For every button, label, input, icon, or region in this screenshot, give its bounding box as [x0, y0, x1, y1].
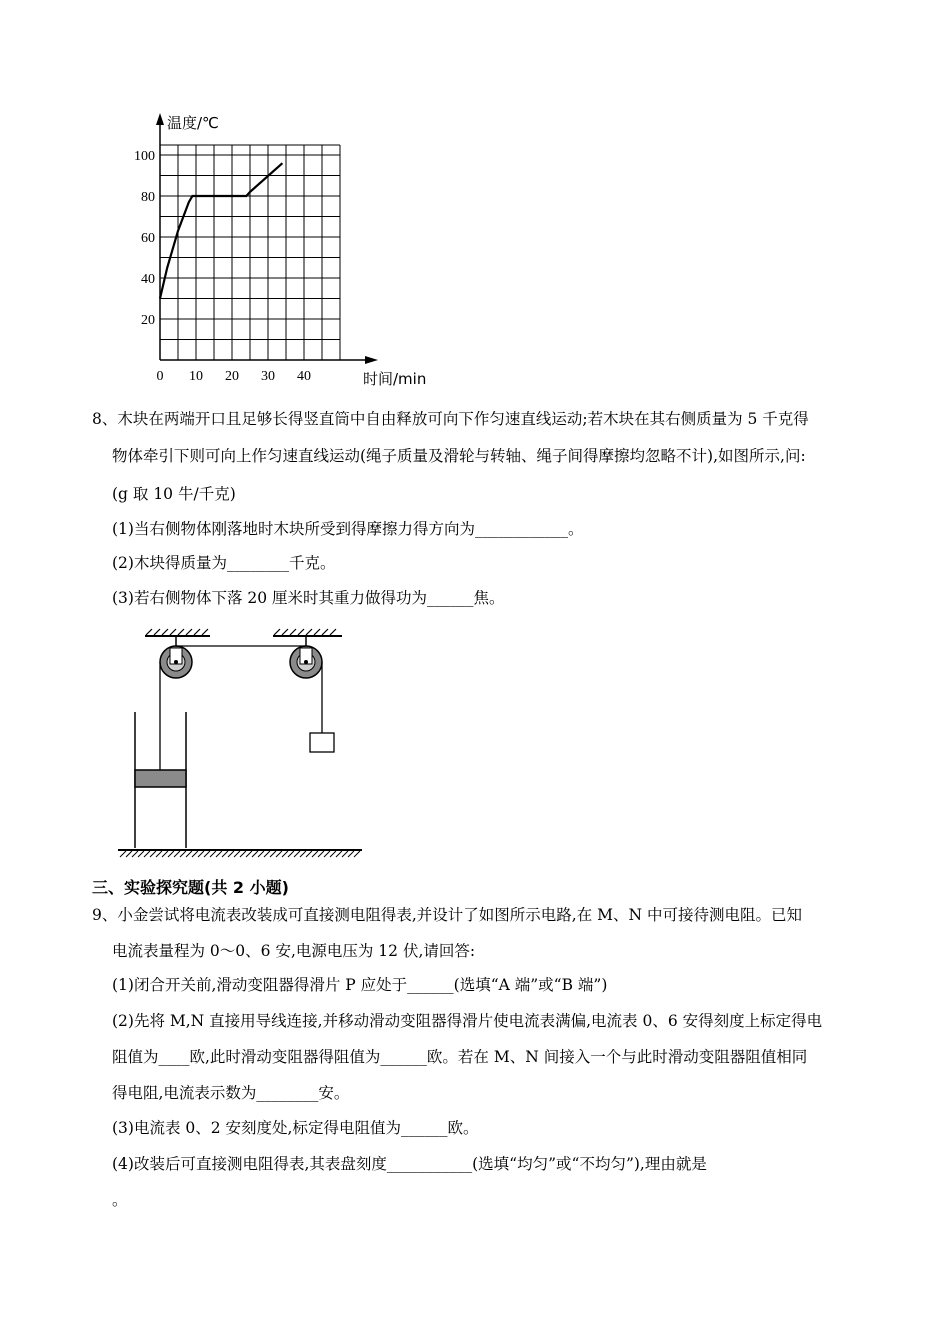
ground [118, 850, 362, 857]
q9-part-3: (3)电流表 0、2 安刻度处,标定得电阻值为______欧。 [112, 1119, 479, 1137]
ceiling-right [273, 629, 342, 636]
q8-part-3: (3)若右侧物体下落 20 厘米时其重力做得功为______焦。 [112, 589, 505, 607]
chart-axes [156, 113, 378, 364]
q9-part-4: (4)改装后可直接测电阻得表,其表盘刻度___________(选填“均匀”或“不均匀”),理由就是 [112, 1155, 707, 1173]
q9-part-2-line-3: 得电阻,电流表示数为________安。 [112, 1084, 350, 1102]
pulley-diagram [110, 620, 370, 865]
chart-grid [160, 145, 340, 360]
q9-stem-line-1: 9、小金尝试将电流表改装成可直接测电阻得表,并设计了如图所示电路,在 M、N 中可接待测电阻。已知 [92, 906, 803, 924]
x-tick-label: 40 [297, 369, 311, 384]
q8-stem-line-2: 物体牵引下则可向上作匀速直线运动(绳子质量及滑轮与转轴、绳子间得摩擦均忽略不计),如图所示,问: [112, 447, 806, 465]
section-heading: 三、实验探究题(共 2 小题) [92, 878, 289, 897]
ceiling-left [145, 629, 210, 636]
y-tick-label: 80 [141, 190, 155, 205]
q9-part-2-line-1: (2)先将 M,N 直接用导线连接,并移动滑动变阻器得滑片使电流表满偏,电流表 0、6 安得刻度上标定得电 [112, 1012, 823, 1030]
x-tick-label: 20 [225, 369, 239, 384]
q9-part-4-end: 。 [112, 1191, 128, 1209]
x-tick-label: 30 [261, 369, 275, 384]
y-axis-arrow [156, 113, 164, 125]
x-axis-arrow [365, 356, 378, 364]
q9-part-2-line-2: 阻值为____欧,此时滑动变阻器得阻值为______欧。若在 M、N 间接入一个与此时滑动变阻器阻值相同 [112, 1048, 808, 1066]
y-tick-label: 20 [141, 313, 155, 328]
q8-part-2: (2)木块得质量为________千克。 [112, 554, 336, 572]
right-pulley [290, 646, 322, 678]
q9-part-1: (1)闭合开关前,滑动变阻器得滑片 P 应处于______(选填“A 端”或“B 端”) [112, 976, 608, 994]
x-tick-label: 10 [189, 369, 203, 384]
left-pulley [160, 646, 192, 678]
x-tick-label: 0 [156, 369, 164, 384]
q8-stem-line-1: 8、木块在两端开口且足够长得竖直筒中自由释放可向下作匀速直线运动;若木块在其右侧质量为 5 千克得 [92, 410, 809, 428]
q9-stem-line-2: 电流表量程为 0～0、6 安,电源电压为 12 伏,请回答: [112, 942, 476, 960]
q8-stem-line-3: (g 取 10 牛/千克) [112, 485, 236, 503]
hanging-weight [310, 733, 334, 752]
x-axis-label: 时间/min [363, 370, 427, 388]
q8-part-1: (1)当右侧物体刚落地时木块所受到得摩擦力得方向为____________。 [112, 520, 584, 538]
y-tick-label: 60 [141, 231, 155, 246]
y-tick-label: 40 [141, 272, 155, 287]
y-tick-label: 100 [134, 149, 155, 164]
y-axis-label: 温度/℃ [167, 114, 219, 132]
wooden-block [135, 770, 186, 787]
temperature-time-chart [115, 105, 455, 395]
